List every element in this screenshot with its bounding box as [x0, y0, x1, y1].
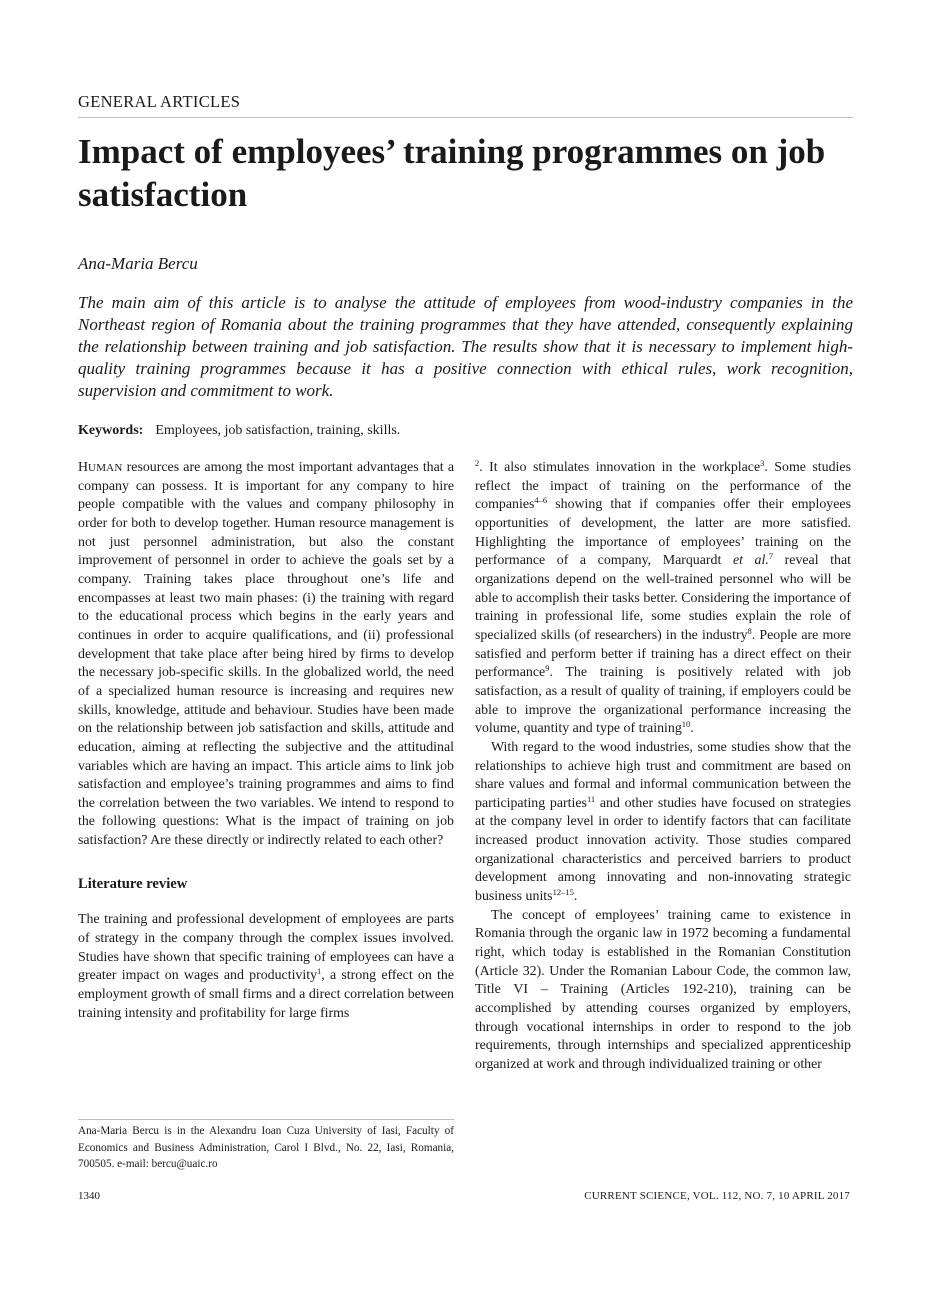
- lit-text-g: . People are more satisfied and perform better if training has a direct effect on their performance: [475, 627, 851, 681]
- lit-text-a: The training and professional development of employees are parts of strategy in the company through the complex issues involved. Studies have shown that specific training of employees can have a greater impact on wages and productivity: [78, 912, 454, 984]
- wood-industry-paragraph: [475, 739, 851, 907]
- citation-ref: 4–6: [534, 495, 548, 506]
- section-label: GENERAL ARTICLES: [78, 92, 241, 111]
- literature-paragraph-continued: [475, 459, 851, 739]
- keywords-list: Employees, job satisfaction, training, skills.: [155, 423, 401, 438]
- lit-text-i: .: [690, 721, 694, 737]
- citation-ref: 12–15: [552, 887, 574, 898]
- lit-text-h: . The training is positively related with job satisfaction, as a result of quality of training, if employers could be able to improve the organizational performance increasing the volume, quantity and type of training: [475, 665, 851, 737]
- keywords-label: Keywords:: [78, 423, 144, 438]
- lit-text-c: . It also stimulates innovation in the workplace: [479, 460, 761, 475]
- lit-text-e: showing that if companies offer their employees opportunities of development, the latter are more satisfied. Highlighting the importance of employees’ training on the performance of a company, Marquardt: [475, 497, 851, 569]
- keywords: [78, 423, 400, 439]
- lit-text-f: reveal that organizations depend on the well-trained personnel who will be able to accomplish their tasks better. Considering the importance of training in professional life, some studies explain the role of specialized skills (of researchers) in the industry: [475, 553, 851, 643]
- author-name: Ana-Maria Bercu: [78, 254, 198, 273]
- wood-text-b: and other studies have focused on strategies at the company level in order to identify factors that can facilitate increased product innovation activity. Those studies compared organizational characteristics and perceived barriers to product development among innovating and non-innovating strategic business units: [475, 795, 851, 905]
- lit-text-d: . Some studies reflect the impact of training on the performance of the companies: [475, 460, 851, 513]
- left-column: [78, 459, 454, 1023]
- header-divider: [78, 117, 853, 118]
- citation-ref: 1: [317, 966, 322, 977]
- lit-text-b: , a strong effect on the employment growth of small firms and a direct correlation between training intensity and profitability for large firms: [78, 968, 454, 1021]
- abstract: The main aim of this article is to analyse the attitude of employees from wood-industry companies in the Northeast region of Romania about the training programmes that they have attended, consequently explaining the relationship between training and job satisfaction. The results show that it is necessary to implement high-quality training programmes because it has a positive connection with ethical rules, work recognition, supervision and commitment to work.: [78, 293, 853, 400]
- citation-ref: 9: [545, 663, 550, 674]
- literature-paragraph-start: [78, 911, 454, 1023]
- citation-ref: 11: [586, 793, 596, 804]
- training-concept-paragraph: The concept of employees’ training came to existence in Romania through the organic law in 1972 becoming a fundamental right, which today is established in the Romanian Constitution (Article 32). Under the Romanian Labour Code, the common law, Title VI – Training (Articles 192-210), training can be accomplished by attending courses organized by employers, through vocational internships in order to respond to the job requirements, through internships and specialized apprenticeship organized at work and through individualized training or other: [475, 907, 851, 1072]
- article-title: Impact of employees’ training programmes on job satisfaction: [78, 132, 826, 214]
- et-al: et al.: [732, 553, 769, 569]
- author-affiliation-footnote: Ana-Maria Bercu is in the Alexandru Ioan Cuza University of Iasi, Faculty of Economics and Business Administration, Carol I Blvd., No. 22, Iasi, Romania, 700505. e-mail: bercu@uaic.ro: [78, 1125, 454, 1170]
- right-column: [475, 459, 851, 1075]
- citation-ref: 2: [475, 458, 480, 468]
- citation-ref: 3: [760, 458, 765, 468]
- citation-ref: 10: [681, 719, 691, 730]
- intro-smallcaps: UMAN: [88, 462, 123, 474]
- intro-text: resources are among the most important advantages that a company can possess. It is important for any company to hire people compatible with the values and company philosophy in order for both to develop together. Human resource management is not just personnel administration, but also the constant improvement of personnel in order to achieve the goals set by a company. Training takes place throughout one’s life and encompasses at least two main phases: (i) the training with regard to the educational process which begins in the early years and continues in order to acquire qualifications, and (ii) professional development that take place after being hired by firms to develop the necessary job-specific skills. In the globalized world, the need of a specialized human resource is increasing and requires new skills, knowledge, attitude and behaviour. Studies have been made on the relationship between job satisfaction and skills, attitude and education, aiming at reflecting the subjective and the attitudinal variables which are having an impact. This article aims to link job satisfaction and employee’s training programmes and aims to find the correlation between the two variables. We intend to respond to the following questions: What is the impact of training on job satisfaction? Are these directly or indirectly related to each other?: [78, 460, 454, 849]
- intro-dropcap: H: [78, 460, 89, 475]
- journal-citation: CURRENT SCIENCE, VOL. 112, NO. 7, 10 APRIL 2017: [584, 1190, 850, 1202]
- intro-paragraph: [78, 459, 454, 851]
- page-number: 1340: [78, 1190, 100, 1202]
- wood-text-c: .: [573, 889, 578, 905]
- literature-review-heading: Literature review: [78, 875, 188, 892]
- footnote-divider: [78, 1119, 454, 1120]
- citation-ref: 8: [747, 625, 752, 636]
- wood-text-a: With regard to the wood industries, some studies show that the relationships to achieve high trust and commitment are based on share values and formal and informal communication between the participating parties: [475, 739, 851, 811]
- citation-ref: 7: [768, 551, 774, 562]
